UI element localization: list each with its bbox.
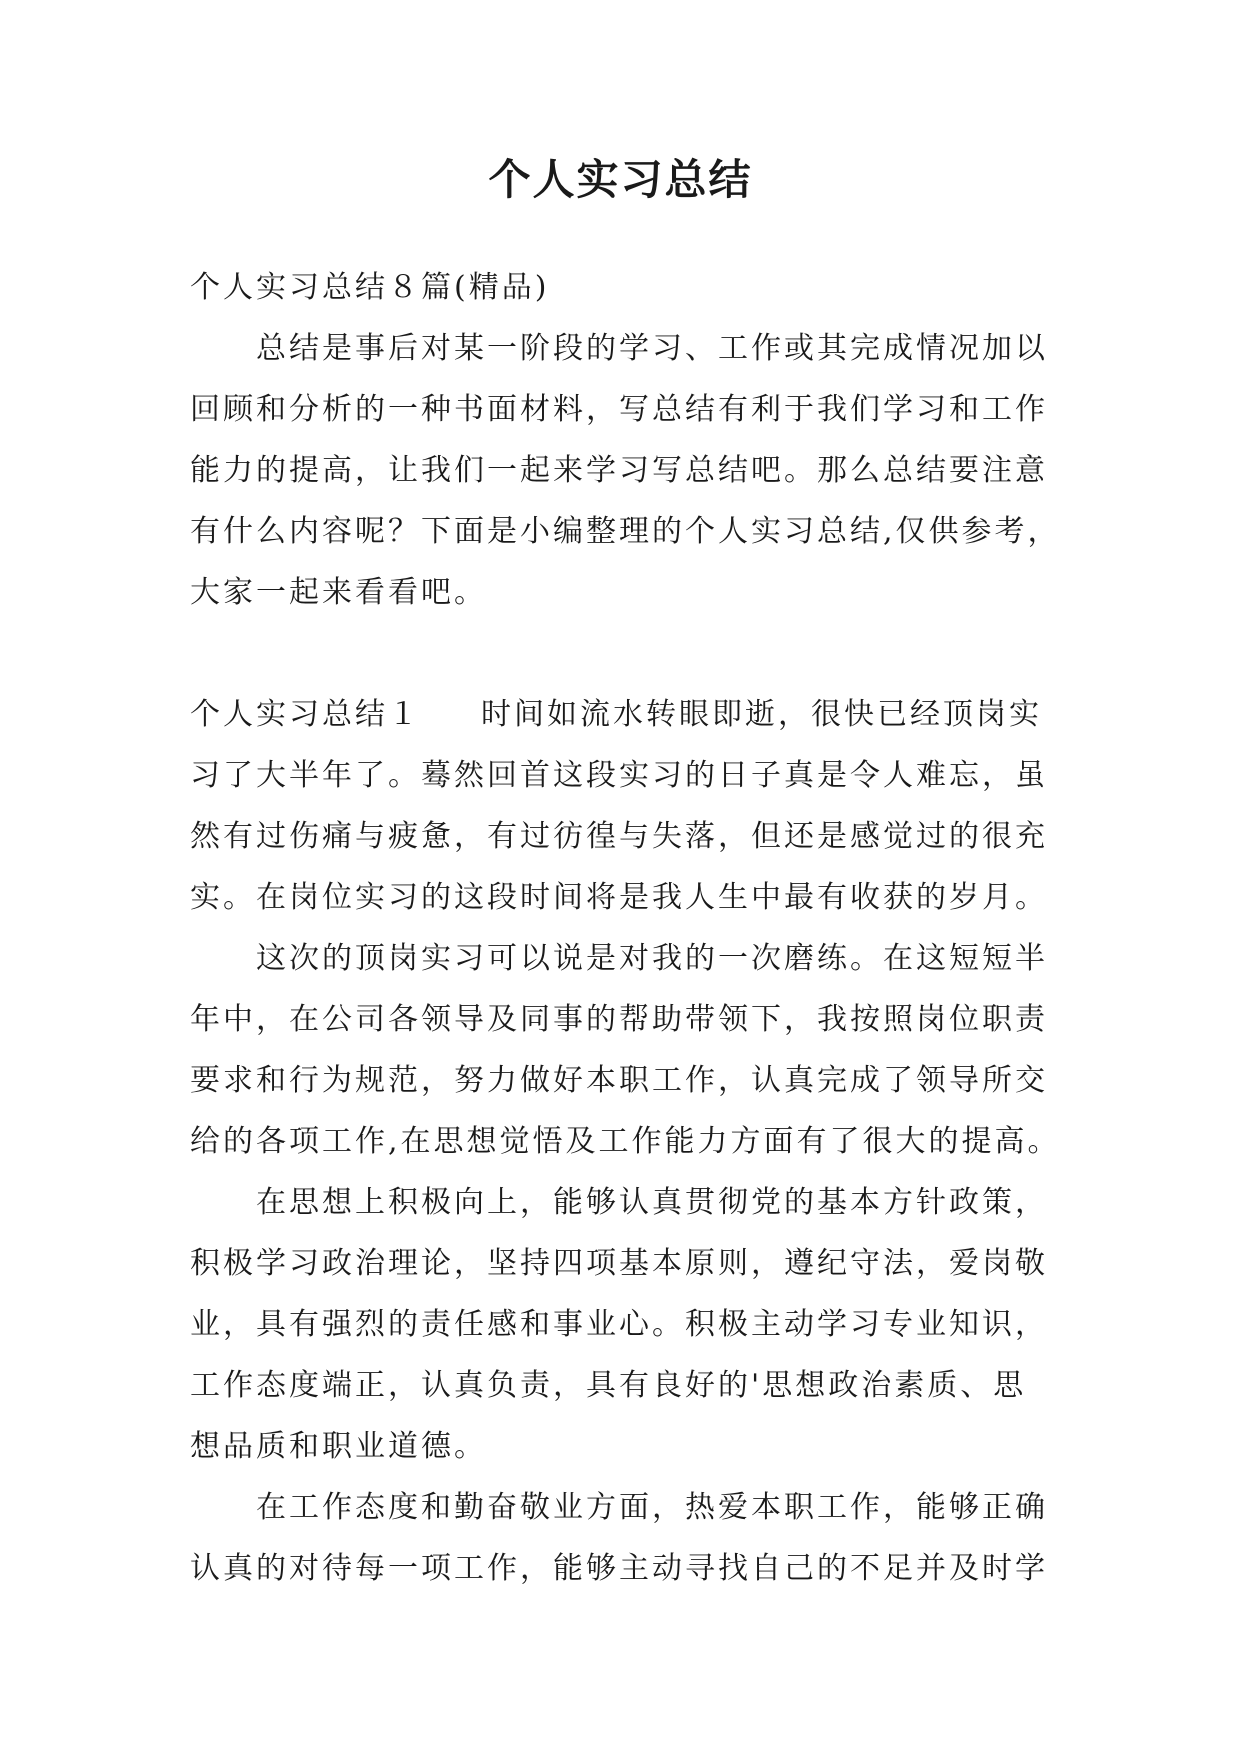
paragraph-line: 然有过伤痛与疲惫，有过彷徨与失落，但还是感觉过的很充 [190, 819, 1048, 854]
paragraph-line: 要求和行为规范，努力做好本职工作，认真完成了领导所交 [190, 1063, 1048, 1098]
paragraph-line: 在工作态度和勤奋敬业方面，热爱本职工作，能够正确 [256, 1490, 1048, 1525]
paragraph-line: 给的各项工作,在思想觉悟及工作能力方面有了很大的提高。 [190, 1124, 1061, 1159]
paragraph-2 [190, 928, 1070, 1172]
paragraph-4 [190, 1477, 1070, 1599]
paragraph-line: 认真的对待每一项工作，能够主动寻找自己的不足并及时学 [190, 1551, 1048, 1586]
paragraph-line: 年中，在公司各领导及同事的帮助带领下，我按照岗位职责 [190, 1002, 1048, 1037]
intro-paragraph [190, 318, 1070, 623]
document-body [190, 257, 1070, 1599]
paragraph-3 [190, 1172, 1070, 1477]
paragraph-line: 积极学习政治理论，坚持四项基本原则，遵纪守法，爱岗敬 [190, 1246, 1048, 1281]
page-title: 个人实习总结 [488, 155, 753, 204]
section-gap [190, 623, 1070, 684]
subtitle: 个人实习总结８篇(精品) [190, 270, 550, 305]
section-heading: 个人实习总结１ [190, 697, 421, 732]
paragraph-line: 回顾和分析的一种书面材料，写总结有利于我们学习和工作 [190, 392, 1048, 427]
paragraph-line: 工作态度端正，认真负责，具有良好的'思想政治素质、思 [190, 1368, 1027, 1403]
paragraph-line: 有什么内容呢？下面是小编整理的个人实习总结,仅供参考， [190, 514, 1061, 549]
paragraph-line: 大家一起来看看吧。 [190, 575, 487, 610]
paragraph-line: 实。在岗位实习的这段时间将是我人生中最有收获的岁月。 [190, 880, 1048, 915]
paragraph-line: 能力的提高，让我们一起来学习写总结吧。那么总结要注意 [190, 453, 1048, 488]
paragraph-line: 业，具有强烈的责任感和事业心。积极主动学习专业知识， [190, 1307, 1048, 1342]
paragraph-line: 这次的顶岗实习可以说是对我的一次磨练。在这短短半 [256, 941, 1048, 976]
paragraph-line: 总结是事后对某一阶段的学习、工作或其完成情况加以 [256, 331, 1048, 366]
section-first-line: 时间如流水转眼即逝，很快已经顶岗实 [481, 697, 1042, 732]
section-1 [190, 684, 1070, 928]
paragraph-line: 在思想上积极向上，能够认真贯彻党的基本方针政策， [256, 1185, 1048, 1220]
paragraph-line: 想品质和职业道德。 [190, 1429, 487, 1464]
paragraph-line [190, 684, 1070, 745]
paragraph-line: 习了大半年了。蓦然回首这段实习的日子真是令人难忘，虽 [190, 758, 1048, 793]
